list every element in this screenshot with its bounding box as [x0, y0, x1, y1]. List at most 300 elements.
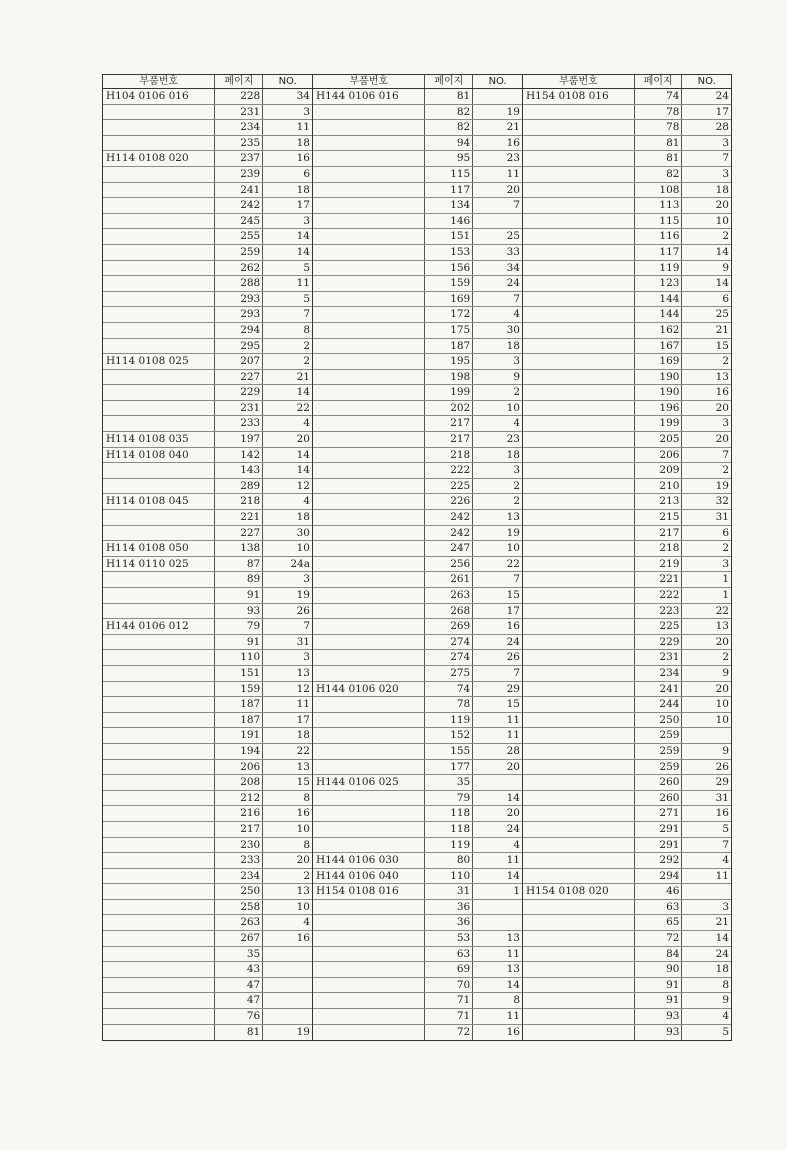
table-row: [523, 838, 731, 854]
no-cell: 8: [262, 838, 312, 853]
page-cell: 72: [634, 931, 682, 946]
no-cell: 10: [262, 900, 312, 915]
no-cell: 17: [681, 105, 731, 120]
page-cell: 223: [634, 604, 682, 619]
page-cell: 206: [634, 448, 682, 463]
page-cell: 259: [634, 728, 682, 743]
no-cell: 8: [472, 993, 522, 1008]
table-row: [523, 151, 731, 167]
part-number-cell: [523, 744, 634, 759]
table-row: [523, 806, 731, 822]
part-number-cell: H114 0108 050: [106, 542, 189, 555]
part-number-cell: [103, 572, 214, 587]
part-number-cell: H114 0108 045: [106, 495, 189, 508]
part-number-cell: [313, 151, 424, 166]
no-cell: 18: [472, 339, 522, 354]
page-cell: 241: [634, 682, 682, 697]
table-row: [103, 635, 312, 651]
part-number-cell: [523, 541, 634, 556]
part-number-cell: [313, 604, 424, 619]
no-cell: 6: [681, 292, 731, 307]
no-cell: 16: [681, 806, 731, 821]
table-row: [313, 214, 522, 230]
part-number-cell: [313, 292, 424, 307]
part-number-cell: [103, 401, 214, 416]
no-cell: 3: [681, 557, 731, 572]
no-cell: [472, 775, 522, 790]
page-cell: 47: [214, 993, 262, 1008]
page-cell: 78: [634, 105, 682, 120]
page-cell: 208: [214, 775, 262, 790]
table-row: [523, 245, 731, 261]
table-row: [523, 915, 731, 931]
page-cell: 227: [214, 370, 262, 385]
part-number-cell: [523, 245, 634, 260]
no-cell: 18: [262, 510, 312, 525]
part-number-cell: [103, 915, 214, 930]
no-cell: 13: [262, 666, 312, 681]
no-cell: 2: [681, 541, 731, 556]
page-cell: 187: [214, 697, 262, 712]
page-cell: 43: [214, 962, 262, 977]
page-cell: 229: [214, 385, 262, 400]
page-cell: 190: [634, 385, 682, 400]
table-row: [103, 572, 312, 588]
page-cell: 65: [634, 915, 682, 930]
part-number-cell: [523, 354, 634, 369]
page-cell: 275: [424, 666, 472, 681]
page-cell: 291: [634, 838, 682, 853]
page-cell: 169: [424, 292, 472, 307]
no-cell: 25: [681, 307, 731, 322]
no-cell: 26: [472, 650, 522, 665]
no-cell: 21: [681, 915, 731, 930]
table-row: [523, 1009, 731, 1025]
header-page: 페이지: [214, 75, 262, 88]
page-cell: 159: [214, 682, 262, 697]
part-number-cell: [313, 167, 424, 182]
table-row: [103, 261, 312, 277]
no-cell: [262, 978, 312, 993]
no-cell: 11: [472, 167, 522, 182]
page-cell: 153: [424, 245, 472, 260]
table-row: [103, 198, 312, 214]
no-cell: 20: [681, 635, 731, 650]
table-row: [523, 588, 731, 604]
table-row: [313, 432, 522, 448]
part-number-cell: [103, 869, 214, 884]
table-row: [313, 666, 522, 682]
part-number-cell: [103, 760, 214, 775]
table-row: [313, 463, 522, 479]
table-row: [313, 323, 522, 339]
part-number-cell: [523, 370, 634, 385]
table-row: [523, 682, 731, 698]
part-number-cell: [313, 947, 424, 962]
table-row: [523, 993, 731, 1009]
no-cell: 4: [472, 838, 522, 853]
part-number-cell: [103, 900, 214, 915]
table-row: [103, 167, 312, 183]
page-cell: 234: [214, 120, 262, 135]
table-row: [523, 697, 731, 713]
table-row: [523, 307, 731, 323]
page-cell: 292: [634, 853, 682, 868]
page-cell: 199: [634, 416, 682, 431]
part-number-cell: [523, 869, 634, 884]
header-no: NO.: [681, 75, 731, 88]
part-number-cell: [313, 136, 424, 151]
no-cell: 18: [262, 136, 312, 151]
page-cell: 229: [634, 635, 682, 650]
table-row: [103, 120, 312, 136]
page-cell: 76: [214, 1009, 262, 1024]
page-cell: 36: [424, 900, 472, 915]
part-number-cell: [313, 354, 424, 369]
table-row: [103, 510, 312, 526]
part-number-cell: [523, 635, 634, 650]
table-row: [523, 931, 731, 947]
no-cell: 2: [472, 479, 522, 494]
table-row: [313, 962, 522, 978]
part-number-cell: [103, 791, 214, 806]
part-number-cell: [523, 728, 634, 743]
parts-index-table: [102, 74, 732, 1041]
page-cell: 242: [424, 526, 472, 541]
table-row: [103, 448, 312, 464]
part-number-cell: [523, 853, 634, 868]
part-number-cell: H144 0106 025: [316, 776, 399, 789]
no-cell: 4: [262, 416, 312, 431]
no-cell: 14: [472, 869, 522, 884]
page-cell: 274: [424, 650, 472, 665]
page-cell: 162: [634, 323, 682, 338]
page-cell: 113: [634, 198, 682, 213]
no-cell: 11: [472, 1009, 522, 1024]
part-number-cell: [313, 1025, 424, 1041]
part-number-cell: [103, 510, 214, 525]
page-cell: 74: [634, 89, 682, 104]
table-row: [103, 229, 312, 245]
table-row: [103, 307, 312, 323]
table-row: [103, 838, 312, 854]
page-cell: 53: [424, 931, 472, 946]
page-cell: 225: [634, 619, 682, 634]
part-number-cell: [313, 713, 424, 728]
no-cell: 3: [262, 572, 312, 587]
part-number-cell: [313, 806, 424, 821]
page-cell: 81: [634, 151, 682, 166]
page-cell: 295: [214, 339, 262, 354]
no-cell: 11: [262, 276, 312, 291]
no-cell: 10: [472, 401, 522, 416]
page-cell: 152: [424, 728, 472, 743]
no-cell: 2: [262, 354, 312, 369]
table-row: [523, 526, 731, 542]
page-cell: 155: [424, 744, 472, 759]
part-number-cell: [523, 494, 634, 509]
no-cell: 15: [262, 775, 312, 790]
page-cell: 260: [634, 775, 682, 790]
page-cell: 209: [634, 463, 682, 478]
part-number-cell: [523, 416, 634, 431]
page-cell: 231: [634, 650, 682, 665]
part-number-cell: [313, 214, 424, 229]
table-row: [103, 697, 312, 713]
table-row: [313, 869, 522, 885]
no-cell: 14: [262, 463, 312, 478]
table-row: [103, 1025, 312, 1041]
table-row: [103, 292, 312, 308]
no-cell: 5: [262, 292, 312, 307]
page-cell: 268: [424, 604, 472, 619]
page-cell: 197: [214, 432, 262, 447]
part-number-cell: [523, 401, 634, 416]
table-row: [523, 978, 731, 994]
table-row: [103, 822, 312, 838]
part-number-cell: [523, 339, 634, 354]
table-row: [523, 557, 731, 573]
table-row: [313, 245, 522, 261]
no-cell: 24a: [262, 557, 312, 572]
no-cell: 13: [472, 931, 522, 946]
no-cell: 26: [681, 760, 731, 775]
page-cell: 117: [424, 183, 472, 198]
table-row: [103, 354, 312, 370]
page-cell: 134: [424, 198, 472, 213]
part-number-cell: [313, 822, 424, 837]
part-number-cell: [313, 198, 424, 213]
table-row: [313, 900, 522, 916]
table-row: [523, 105, 731, 121]
part-number-cell: [523, 214, 634, 229]
no-cell: 1: [681, 572, 731, 587]
table-row: [103, 105, 312, 121]
table-row: [313, 635, 522, 651]
no-cell: 2: [681, 650, 731, 665]
table-row: [523, 635, 731, 651]
no-cell: 25: [472, 229, 522, 244]
table-row: [103, 385, 312, 401]
part-number-cell: [313, 962, 424, 977]
no-cell: 8: [262, 323, 312, 338]
part-number-cell: [313, 728, 424, 743]
no-cell: 21: [681, 323, 731, 338]
page-cell: 288: [214, 276, 262, 291]
table-row: [103, 479, 312, 495]
table-row: [523, 510, 731, 526]
no-cell: 11: [681, 869, 731, 884]
part-number-cell: [103, 697, 214, 712]
page-cell: 219: [634, 557, 682, 572]
table-row: [313, 510, 522, 526]
table-header: [313, 75, 522, 89]
no-cell: 24: [681, 947, 731, 962]
table-row: [523, 572, 731, 588]
table-row: [313, 261, 522, 277]
part-number-cell: H104 0106 016: [106, 90, 189, 102]
page-cell: 291: [634, 822, 682, 837]
table-row: [313, 120, 522, 136]
part-number-cell: [313, 650, 424, 665]
part-number-cell: [103, 276, 214, 291]
page-cell: 91: [634, 993, 682, 1008]
page-cell: 259: [214, 245, 262, 260]
table-row: [523, 276, 731, 292]
page-cell: 142: [214, 448, 262, 463]
part-number-cell: [313, 744, 424, 759]
no-cell: 4: [262, 915, 312, 930]
part-number-cell: [313, 105, 424, 120]
table-row: [103, 962, 312, 978]
header-no: NO.: [262, 75, 312, 88]
table-row: [103, 884, 312, 900]
part-number-cell: [313, 572, 424, 587]
page-cell: 81: [634, 136, 682, 151]
part-number-cell: [523, 604, 634, 619]
part-number-cell: [103, 526, 214, 541]
no-cell: 18: [681, 183, 731, 198]
no-cell: [262, 1009, 312, 1024]
table-row: [313, 136, 522, 152]
part-number-cell: H144 0106 030: [316, 854, 399, 867]
no-cell: 13: [262, 760, 312, 775]
table-row: [523, 229, 731, 245]
page-cell: 115: [424, 167, 472, 182]
no-cell: 11: [472, 853, 522, 868]
table-row: [313, 105, 522, 121]
table-row: [103, 604, 312, 620]
no-cell: 3: [472, 354, 522, 369]
page-cell: 256: [424, 557, 472, 572]
table-row: [103, 869, 312, 885]
table-row: [313, 947, 522, 963]
table-row: [523, 463, 731, 479]
page-cell: 93: [634, 1025, 682, 1041]
table-row: [103, 588, 312, 604]
part-number-cell: [523, 120, 634, 135]
table-row: [313, 494, 522, 510]
no-cell: 3: [262, 105, 312, 120]
no-cell: 3: [262, 650, 312, 665]
part-number-cell: [103, 339, 214, 354]
page-cell: 78: [634, 120, 682, 135]
table-row: [523, 650, 731, 666]
page-cell: 198: [424, 370, 472, 385]
table-row: [103, 494, 312, 510]
part-number-cell: [103, 167, 214, 182]
no-cell: 2: [681, 354, 731, 369]
part-number-cell: [523, 900, 634, 915]
page-cell: 70: [424, 978, 472, 993]
table-row: [523, 604, 731, 620]
table-row: [523, 432, 731, 448]
part-number-cell: [313, 385, 424, 400]
page-cell: 217: [634, 526, 682, 541]
table-row: [523, 884, 731, 900]
table-row: [523, 120, 731, 136]
no-cell: 11: [472, 947, 522, 962]
table-row: [103, 993, 312, 1009]
part-number-cell: [523, 775, 634, 790]
no-cell: 21: [472, 120, 522, 135]
no-cell: 17: [262, 713, 312, 728]
no-cell: 8: [262, 791, 312, 806]
part-number-cell: [523, 526, 634, 541]
table-row: [523, 416, 731, 432]
table-row: [523, 744, 731, 760]
page-cell: 71: [424, 993, 472, 1008]
page-cell: 212: [214, 791, 262, 806]
part-number-cell: [313, 915, 424, 930]
table-row: [523, 261, 731, 277]
table-row: [523, 479, 731, 495]
part-number-cell: [313, 1009, 424, 1024]
table-row: [313, 89, 522, 105]
no-cell: [472, 900, 522, 915]
table-row: [523, 448, 731, 464]
no-cell: 6: [681, 526, 731, 541]
page-cell: 177: [424, 760, 472, 775]
page-cell: 194: [214, 744, 262, 759]
part-number-cell: [103, 650, 214, 665]
table-row: [313, 151, 522, 167]
part-number-cell: [103, 853, 214, 868]
no-cell: 7: [472, 292, 522, 307]
table-row: [313, 229, 522, 245]
no-cell: 5: [681, 822, 731, 837]
table-row: [103, 666, 312, 682]
no-cell: 14: [472, 791, 522, 806]
page-cell: 233: [214, 853, 262, 868]
page-cell: 233: [214, 416, 262, 431]
part-number-cell: [523, 713, 634, 728]
page-cell: 231: [214, 401, 262, 416]
page-cell: 207: [214, 354, 262, 369]
part-number-cell: [103, 728, 214, 743]
no-cell: 3: [681, 416, 731, 431]
no-cell: 13: [472, 962, 522, 977]
no-cell: 11: [262, 120, 312, 135]
no-cell: 23: [472, 432, 522, 447]
table-row: [523, 167, 731, 183]
part-number-cell: [313, 526, 424, 541]
page-cell: 35: [424, 775, 472, 790]
part-number-cell: [313, 760, 424, 775]
page-cell: 245: [214, 214, 262, 229]
no-cell: 13: [681, 619, 731, 634]
no-cell: 10: [681, 697, 731, 712]
page-cell: 119: [424, 713, 472, 728]
part-number-cell: [313, 666, 424, 681]
part-number-cell: H144 0106 016: [316, 90, 399, 102]
no-cell: 5: [262, 261, 312, 276]
no-cell: 13: [472, 510, 522, 525]
part-number-cell: [523, 978, 634, 993]
part-number-cell: [523, 307, 634, 322]
no-cell: 14: [681, 276, 731, 291]
no-cell: 3: [681, 167, 731, 182]
no-cell: 19: [681, 479, 731, 494]
part-number-cell: [523, 760, 634, 775]
table-row: [313, 1009, 522, 1025]
part-number-cell: [523, 619, 634, 634]
page-cell: 169: [634, 354, 682, 369]
table-row: [523, 1025, 731, 1041]
page-cell: 294: [214, 323, 262, 338]
no-cell: 31: [681, 510, 731, 525]
table-row: [523, 869, 731, 885]
